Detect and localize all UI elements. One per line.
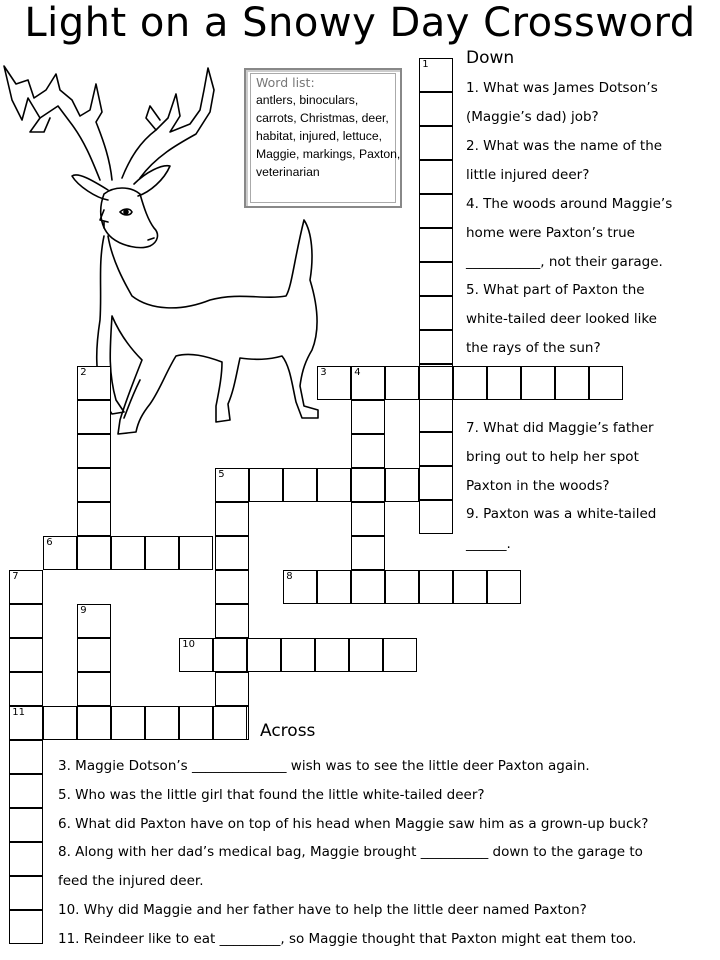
word-list-title: Word list: <box>256 75 315 90</box>
grid-cell[interactable] <box>419 570 453 604</box>
grid-cell[interactable] <box>349 638 383 672</box>
grid-cell[interactable] <box>9 910 43 944</box>
grid-cell[interactable] <box>179 536 213 570</box>
clue-number: 8 <box>286 571 293 583</box>
grid-cell[interactable] <box>77 366 111 400</box>
clue-number: 9 <box>80 605 87 617</box>
across-clue-line: 6. What did Paxton have on top of his head when Maggie saw him as a grown-up buck? <box>58 816 649 832</box>
down-clue-line: 5. What part of Paxton the <box>466 282 645 298</box>
across-clue-line: feed the injured deer. <box>58 873 204 889</box>
grid-cell[interactable] <box>111 536 145 570</box>
down-clue-line: Paxton in the woods? <box>466 478 610 494</box>
grid-cell[interactable] <box>317 366 351 400</box>
grid-cell[interactable] <box>487 366 521 400</box>
grid-cell[interactable] <box>215 536 249 570</box>
grid-cell[interactable] <box>419 432 453 466</box>
grid-cell[interactable] <box>351 502 385 536</box>
grid-cell[interactable] <box>589 366 623 400</box>
grid-cell[interactable] <box>351 536 385 570</box>
grid-cell[interactable] <box>9 740 43 774</box>
grid-cell[interactable] <box>419 58 453 92</box>
word-list-text: antlers, binoculars, carrots, Christmas, deer, habitat, injured, lettuce, Maggie, markings, Paxton, veterinarian <box>256 93 401 179</box>
grid-cell[interactable] <box>383 638 417 672</box>
grid-cell[interactable] <box>215 672 249 706</box>
grid-cell[interactable] <box>215 570 249 604</box>
across-clue-line: 11. Reindeer like to eat _________, so Maggie thought that Paxton might eat them too. <box>58 931 637 947</box>
grid-cell[interactable] <box>247 638 281 672</box>
across-clue-line: 5. Who was the little girl that found the little white-tailed deer? <box>58 787 485 803</box>
grid-cell[interactable] <box>351 400 385 434</box>
grid-cell[interactable] <box>385 366 419 400</box>
grid-cell[interactable] <box>9 808 43 842</box>
grid-cell[interactable] <box>419 398 453 432</box>
grid-cell[interactable] <box>419 466 453 500</box>
grid-cell[interactable] <box>521 366 555 400</box>
clue-number: 4 <box>354 367 361 379</box>
down-clue-line: white-tailed deer looked like <box>466 311 657 327</box>
grid-cell[interactable] <box>9 638 43 672</box>
grid-cell[interactable] <box>453 366 487 400</box>
grid-cell[interactable] <box>43 706 77 740</box>
grid-cell[interactable] <box>351 366 385 400</box>
down-clue-line: home were Paxton’s true <box>466 225 635 241</box>
grid-cell[interactable] <box>419 228 453 262</box>
grid-cell[interactable] <box>419 160 453 194</box>
clue-number: 11 <box>12 707 25 719</box>
down-clue-line: ______. <box>466 536 511 552</box>
grid-cell[interactable] <box>419 194 453 228</box>
clue-number: 10 <box>182 639 195 651</box>
clue-number: 1 <box>422 59 429 71</box>
grid-cell[interactable] <box>77 502 111 536</box>
down-clue-line: bring out to help her spot <box>466 449 639 465</box>
grid-cell[interactable] <box>351 468 385 502</box>
grid-cell[interactable] <box>43 536 77 570</box>
grid-cell[interactable] <box>213 638 247 672</box>
grid-cell[interactable] <box>215 604 249 638</box>
grid-cell[interactable] <box>419 92 453 126</box>
down-clue-line: ___________, not their garage. <box>466 254 663 270</box>
grid-cell[interactable] <box>385 570 419 604</box>
grid-cell[interactable] <box>145 706 179 740</box>
down-clue-line: 4. The woods around Maggie’s <box>466 196 673 212</box>
grid-cell[interactable] <box>487 570 521 604</box>
across-clue-line: 8. Along with her dad’s medical bag, Maggie brought __________ down to the garage to <box>58 844 643 860</box>
grid-cell[interactable] <box>9 604 43 638</box>
down-clue-line: little injured deer? <box>466 167 590 183</box>
down-heading: Down <box>466 48 515 68</box>
grid-cell[interactable] <box>283 570 317 604</box>
across-clue-line: 3. Maggie Dotson’s ______________ wish was to see the little deer Paxton again. <box>58 758 590 774</box>
grid-cell[interactable] <box>77 468 111 502</box>
grid-cell[interactable] <box>213 706 247 740</box>
grid-cell[interactable] <box>453 570 487 604</box>
down-clue-line: (Maggie’s dad) job? <box>466 109 599 125</box>
grid-cell[interactable] <box>419 126 453 160</box>
clue-number: 6 <box>46 537 53 549</box>
grid-cell[interactable] <box>179 706 213 740</box>
across-heading: Across <box>260 721 316 741</box>
grid-cell[interactable] <box>77 536 111 570</box>
grid-cell[interactable] <box>9 672 43 706</box>
grid-cell[interactable] <box>77 672 111 706</box>
grid-cell[interactable] <box>385 468 419 502</box>
grid-cell[interactable] <box>179 638 213 672</box>
grid-cell[interactable] <box>419 296 453 330</box>
grid-cell[interactable] <box>9 774 43 808</box>
page-title: Light on a Snowy Day Crossword <box>24 0 696 46</box>
grid-cell[interactable] <box>77 434 111 468</box>
grid-cell[interactable] <box>77 638 111 672</box>
grid-cell[interactable] <box>111 706 145 740</box>
clue-number: 3 <box>320 367 327 379</box>
across-clue-line: 10. Why did Maggie and her father have to help the little deer named Paxton? <box>58 902 587 918</box>
grid-cell[interactable] <box>9 876 43 910</box>
grid-cell[interactable] <box>351 434 385 468</box>
clue-number: 7 <box>12 571 19 583</box>
grid-cell[interactable] <box>77 706 111 740</box>
grid-cell[interactable] <box>77 400 111 434</box>
grid-cell[interactable] <box>77 604 111 638</box>
grid-cell[interactable] <box>317 570 351 604</box>
grid-cell[interactable] <box>419 366 453 400</box>
down-clue-line: the rays of the sun? <box>466 340 601 356</box>
grid-cell[interactable] <box>283 468 317 502</box>
down-clue-line: 7. What did Maggie’s father <box>466 420 654 436</box>
grid-cell[interactable] <box>281 638 315 672</box>
grid-cell[interactable] <box>419 330 453 364</box>
grid-cell[interactable] <box>249 468 283 502</box>
grid-cell[interactable] <box>351 570 385 604</box>
grid-cell[interactable] <box>9 706 43 740</box>
grid-cell[interactable] <box>317 468 351 502</box>
down-clue-line: 2. What was the name of the <box>466 138 663 154</box>
down-clue-line: 1. What was James Dotson’s <box>466 80 658 96</box>
down-clue-line: 9. Paxton was a white-tailed <box>466 506 657 522</box>
clue-number: 2 <box>80 367 87 379</box>
grid-cell[interactable] <box>419 262 453 296</box>
grid-cell[interactable] <box>555 366 589 400</box>
grid-cell[interactable] <box>215 468 249 502</box>
grid-cell[interactable] <box>145 536 179 570</box>
grid-cell[interactable] <box>419 500 453 534</box>
clue-number: 5 <box>218 469 225 481</box>
grid-cell[interactable] <box>215 502 249 536</box>
grid-cell[interactable] <box>9 842 43 876</box>
grid-cell[interactable] <box>9 570 43 604</box>
grid-cell[interactable] <box>315 638 349 672</box>
